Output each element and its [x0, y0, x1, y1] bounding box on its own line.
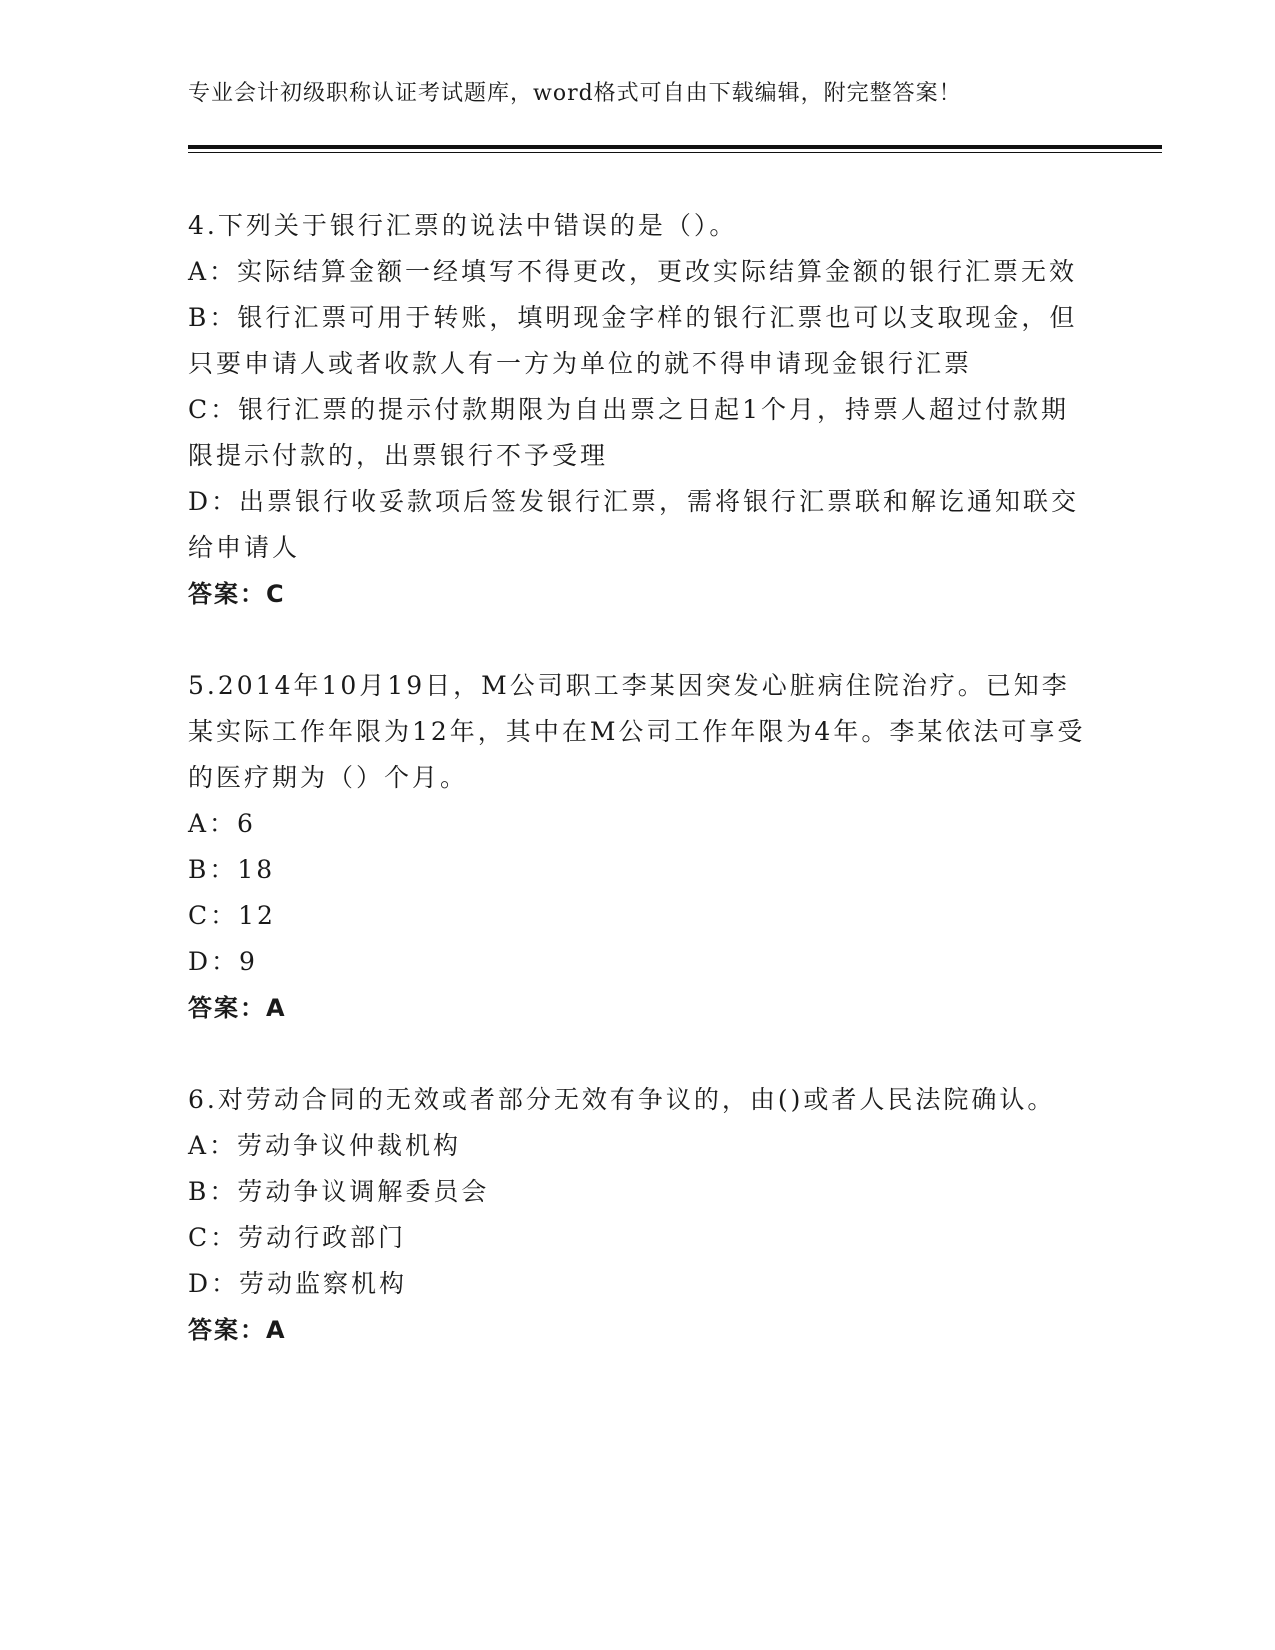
- answer-label: 答案：A: [188, 994, 287, 1022]
- option-d: D：9: [188, 947, 258, 976]
- header-rule-thick: [188, 145, 1162, 149]
- answer-label: 答案：C: [188, 580, 286, 608]
- option-c: C：12: [188, 901, 276, 930]
- option-d: D：劳动监察机构: [188, 1269, 408, 1298]
- answer-label: 答案：A: [188, 1316, 287, 1344]
- question-5: [188, 663, 1088, 1031]
- question-stem: 4.下列关于银行汇票的说法中错误的是（）。: [188, 211, 738, 240]
- question-stem: 5.2014年10月19日，M公司职工李某因突发心脏病住院治疗。已知李某实际工作年限为12年，其中在M公司工作年限为4年。李某依法可享受的医疗期为（）个月。: [188, 671, 1086, 792]
- question-stem: 6.对劳动合同的无效或者部分无效有争议的，由()或者人民法院确认。: [188, 1085, 1056, 1114]
- question-6: [188, 1077, 1088, 1353]
- option-c: C：银行汇票的提示付款期限为自出票之日起1个月，持票人超过付款期限提示付款的，出票银行不予受理: [188, 395, 1070, 470]
- document-header: 专业会计初级职称认证考试题库，word格式可自由下载编辑，附完整答案！: [188, 81, 962, 106]
- option-a: A：6: [188, 809, 256, 838]
- question-list: [188, 203, 1088, 1399]
- option-a: A：实际结算金额一经填写不得更改，更改实际结算金额的银行汇票无效: [188, 257, 1078, 286]
- question-4: [188, 203, 1088, 617]
- option-a: A：劳动争议仲裁机构: [188, 1131, 462, 1160]
- option-b: B：银行汇票可用于转账，填明现金字样的银行汇票也可以支取现金，但只要申请人或者收款人有一方为单位的就不得申请现金银行汇票: [188, 303, 1078, 378]
- option-b: B：劳动争议调解委员会: [188, 1177, 490, 1206]
- option-c: C：劳动行政部门: [188, 1223, 407, 1252]
- header-rule-thin: [188, 152, 1162, 153]
- option-b: B：18: [188, 855, 276, 884]
- option-d: D：出票银行收妥款项后签发银行汇票，需将银行汇票联和解讫通知联交给申请人: [188, 487, 1080, 562]
